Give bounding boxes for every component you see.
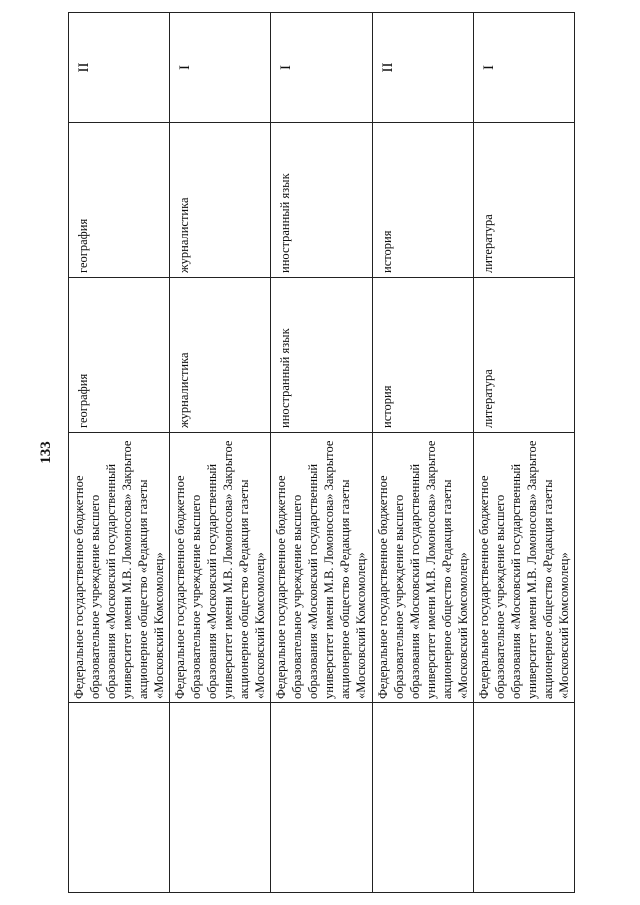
table-row (473, 13, 574, 893)
table-row (170, 13, 271, 893)
level-cell: I (170, 13, 271, 123)
subject-cell: журналистика (170, 123, 271, 278)
organization-cell: Федеральное государственное бюджетное образовательное учреждение высшего образования «Московский государственный университет имени М.В. Ломоносова» Закрытое акционерное общество «Редакция газеты «Московский Комсомолец» (271, 433, 372, 703)
level-cell: I (473, 13, 574, 123)
olympiad-table-container (68, 13, 575, 893)
empty-cell (170, 703, 271, 893)
organization-cell: Федеральное государственное бюджетное образовательное учреждение высшего образования «Московский государственный университет имени М.В. Ломоносова» Закрытое акционерное общество «Редакция газеты «Московский Комсомолец» (170, 433, 271, 703)
profile-cell: литература (473, 278, 574, 433)
organization-cell: Федеральное государственное бюджетное образовательное учреждение высшего образования «Московский государственный университет имени М.В. Ломоносова» Закрытое акционерное общество «Редакция газеты «Московский Комсомолец» (372, 433, 473, 703)
empty-cell (473, 703, 574, 893)
empty-cell (271, 703, 372, 893)
profile-cell: иностранный язык (271, 278, 372, 433)
table-row (69, 13, 170, 893)
profile-cell: история (372, 278, 473, 433)
level-cell: II (372, 13, 473, 123)
page-number-text: 133 (37, 440, 54, 464)
subject-cell: география (69, 123, 170, 278)
table-row (271, 13, 372, 893)
subject-cell: иностранный язык (271, 123, 372, 278)
level-cell: II (69, 13, 170, 123)
profile-cell: география (69, 278, 170, 433)
profile-cell: журналистика (170, 278, 271, 433)
subject-cell: история (372, 123, 473, 278)
table-row (372, 13, 473, 893)
organization-cell: Федеральное государственное бюджетное образовательное учреждение высшего образования «Московский государственный университет имени М.В. Ломоносова» Закрытое акционерное общество «Редакция газеты «Московский Комсомолец» (473, 433, 574, 703)
empty-cell (372, 703, 473, 893)
empty-cell (69, 703, 170, 893)
subject-cell: литература (473, 123, 574, 278)
level-cell: I (271, 13, 372, 123)
olympiad-table (68, 12, 575, 893)
organization-cell: Федеральное государственное бюджетное образовательное учреждение высшего образования «Московский государственный университет имени М.В. Ломоносова» Закрытое акционерное общество «Редакция газеты «Московский Комсомолец» (69, 433, 170, 703)
